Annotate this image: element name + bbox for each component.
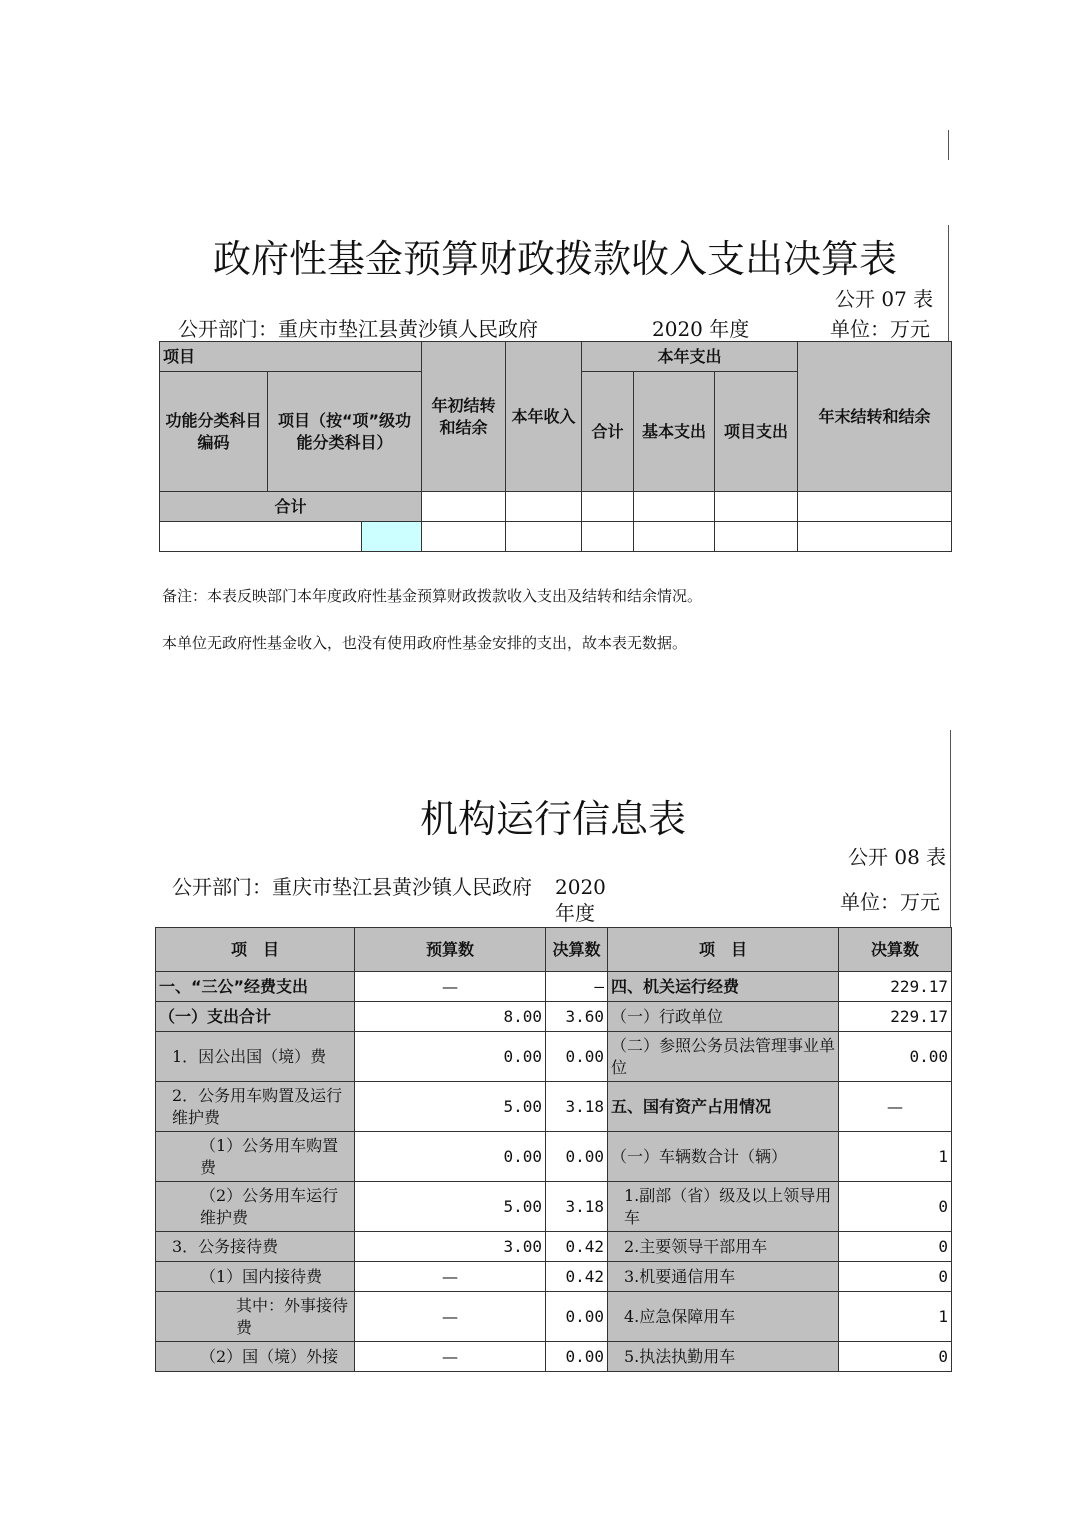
row-label: 2．公务用车购置及运行维护费	[156, 1082, 355, 1132]
total-row-label: 合计	[160, 492, 422, 522]
table-cell	[582, 522, 634, 552]
budget-value: 5.00	[355, 1082, 546, 1132]
table-cell	[798, 522, 952, 552]
final-value-2: 229.17	[839, 972, 952, 1002]
unit-label: 单位：万元	[830, 317, 930, 341]
department-2: 公开部门：重庆市垫江县黄沙镇人民政府	[172, 875, 532, 899]
row-label-2: 1.副部（省）级及以上领导用车	[608, 1182, 839, 1232]
header-expense: 本年支出	[582, 342, 798, 372]
row-label: （1）国内接待费	[156, 1262, 355, 1292]
budget-value: —	[355, 1262, 546, 1292]
row-label: （2）公务用车运行维护费	[156, 1182, 355, 1232]
budget-value: 0.00	[355, 1032, 546, 1082]
final-value-2: 229.17	[839, 1002, 952, 1032]
unit-label-2: 单位：万元	[840, 890, 940, 914]
table-row	[156, 1342, 952, 1372]
table-cell	[798, 492, 952, 522]
header-final: 决算数	[546, 928, 608, 972]
final-value: 3.18	[546, 1182, 608, 1232]
row-label: 一、“三公”经费支出	[156, 972, 355, 1002]
row-label: （1）公务用车购置费	[156, 1132, 355, 1182]
row-label-2: 4.应急保障用车	[608, 1292, 839, 1342]
header-final-2: 决算数	[839, 928, 952, 972]
department: 公开部门：重庆市垫江县黄沙镇人民政府	[178, 317, 538, 341]
table-row	[156, 1032, 952, 1082]
final-value-2: —	[839, 1082, 952, 1132]
row-label: 其中：外事接待费	[156, 1292, 355, 1342]
table-cell	[506, 522, 582, 552]
row-label: 3．公务接待费	[156, 1232, 355, 1262]
budget-value: 0.00	[355, 1132, 546, 1182]
page-title: 政府性基金预算财政拨款收入支出决算表	[212, 237, 897, 281]
row-label-2: 3.机要通信用车	[608, 1262, 839, 1292]
table-cell	[634, 522, 715, 552]
final-value-2: 0.00	[839, 1032, 952, 1082]
header-func-name: 项目（按“项”级功能分类科目）	[268, 372, 422, 492]
page-title-2: 机构运行信息表	[419, 797, 686, 841]
table-number: 公开 07 表	[835, 287, 934, 311]
table-row	[156, 1292, 952, 1342]
header-income: 本年收入	[506, 342, 582, 492]
table-row	[156, 1002, 952, 1032]
header-item-2: 项 目	[608, 928, 839, 972]
page-edge-mark	[948, 130, 949, 160]
fund-budget-table	[159, 341, 952, 552]
final-value-2: 1	[839, 1132, 952, 1182]
fiscal-year: 2020 年度	[652, 317, 750, 341]
row-label-2: 2.主要领导干部用车	[608, 1232, 839, 1262]
header-carry-end: 年末结转和结余	[798, 342, 952, 492]
table-row	[156, 972, 952, 1002]
row-label: 1．因公出国（境）费	[156, 1032, 355, 1082]
note-remark: 备注：本表反映部门本年度政府性基金预算财政拨款收入支出及结转和结余情况。	[162, 587, 703, 605]
budget-value: 8.00	[355, 1002, 546, 1032]
table-cell	[715, 522, 798, 552]
header-item: 项目	[160, 342, 422, 372]
row-label-2: （一）行政单位	[608, 1002, 839, 1032]
table-row	[156, 1182, 952, 1232]
row-label-2: （一）车辆数合计（辆）	[608, 1132, 839, 1182]
final-value: 3.60	[546, 1002, 608, 1032]
header-budget: 预算数	[355, 928, 546, 972]
budget-value: 5.00	[355, 1182, 546, 1232]
header-project: 项目支出	[715, 372, 798, 492]
row-label: （2）国（境）外接	[156, 1342, 355, 1372]
budget-value: 3.00	[355, 1232, 546, 1262]
note-no-data: 本单位无政府性基金收入，也没有使用政府性基金安排的支出，故本表无数据。	[162, 634, 688, 652]
table-cell	[634, 492, 715, 522]
final-value: 3.18	[546, 1082, 608, 1132]
agency-operation-table	[155, 927, 952, 1372]
table-row	[156, 1132, 952, 1182]
row-label-2: （二）参照公务员法管理事业单位	[608, 1032, 839, 1082]
header-item: 项 目	[156, 928, 355, 972]
final-value-2: 1	[839, 1292, 952, 1342]
final-value: 0.00	[546, 1342, 608, 1372]
table-cell	[506, 492, 582, 522]
table-cell	[362, 522, 422, 552]
row-label-2: 5.执法执勤用车	[608, 1342, 839, 1372]
table-row	[156, 1262, 952, 1292]
final-value: 0.00	[546, 1292, 608, 1342]
header-total: 合计	[582, 372, 634, 492]
table-cell	[582, 492, 634, 522]
table-number-2: 公开 08 表	[848, 845, 947, 869]
final-value: 0.00	[546, 1032, 608, 1082]
budget-value: —	[355, 1292, 546, 1342]
final-value: 0.00	[546, 1132, 608, 1182]
header-carry-begin: 年初结转和结余	[422, 342, 506, 492]
final-value-2: 0	[839, 1232, 952, 1262]
final-value: 0.42	[546, 1262, 608, 1292]
table-row	[156, 1232, 952, 1262]
table-cell	[715, 492, 798, 522]
final-value: 0.42	[546, 1232, 608, 1262]
row-label: （一）支出合计	[156, 1002, 355, 1032]
final-value: —	[546, 972, 608, 1002]
final-value-2: 0	[839, 1262, 952, 1292]
final-value-2: 0	[839, 1182, 952, 1232]
row-label-2: 四、机关运行经费	[608, 972, 839, 1002]
budget-value: —	[355, 972, 546, 1002]
table-cell	[422, 522, 506, 552]
budget-value: —	[355, 1342, 546, 1372]
header-basic: 基本支出	[634, 372, 715, 492]
fiscal-year-2: 2020 年度	[555, 875, 606, 925]
table-row	[156, 1082, 952, 1132]
table-cell	[422, 492, 506, 522]
row-label-2: 五、国有资产占用情况	[608, 1082, 839, 1132]
header-func-code: 功能分类科目编码	[160, 372, 268, 492]
table-cell	[160, 522, 362, 552]
final-value-2: 0	[839, 1342, 952, 1372]
